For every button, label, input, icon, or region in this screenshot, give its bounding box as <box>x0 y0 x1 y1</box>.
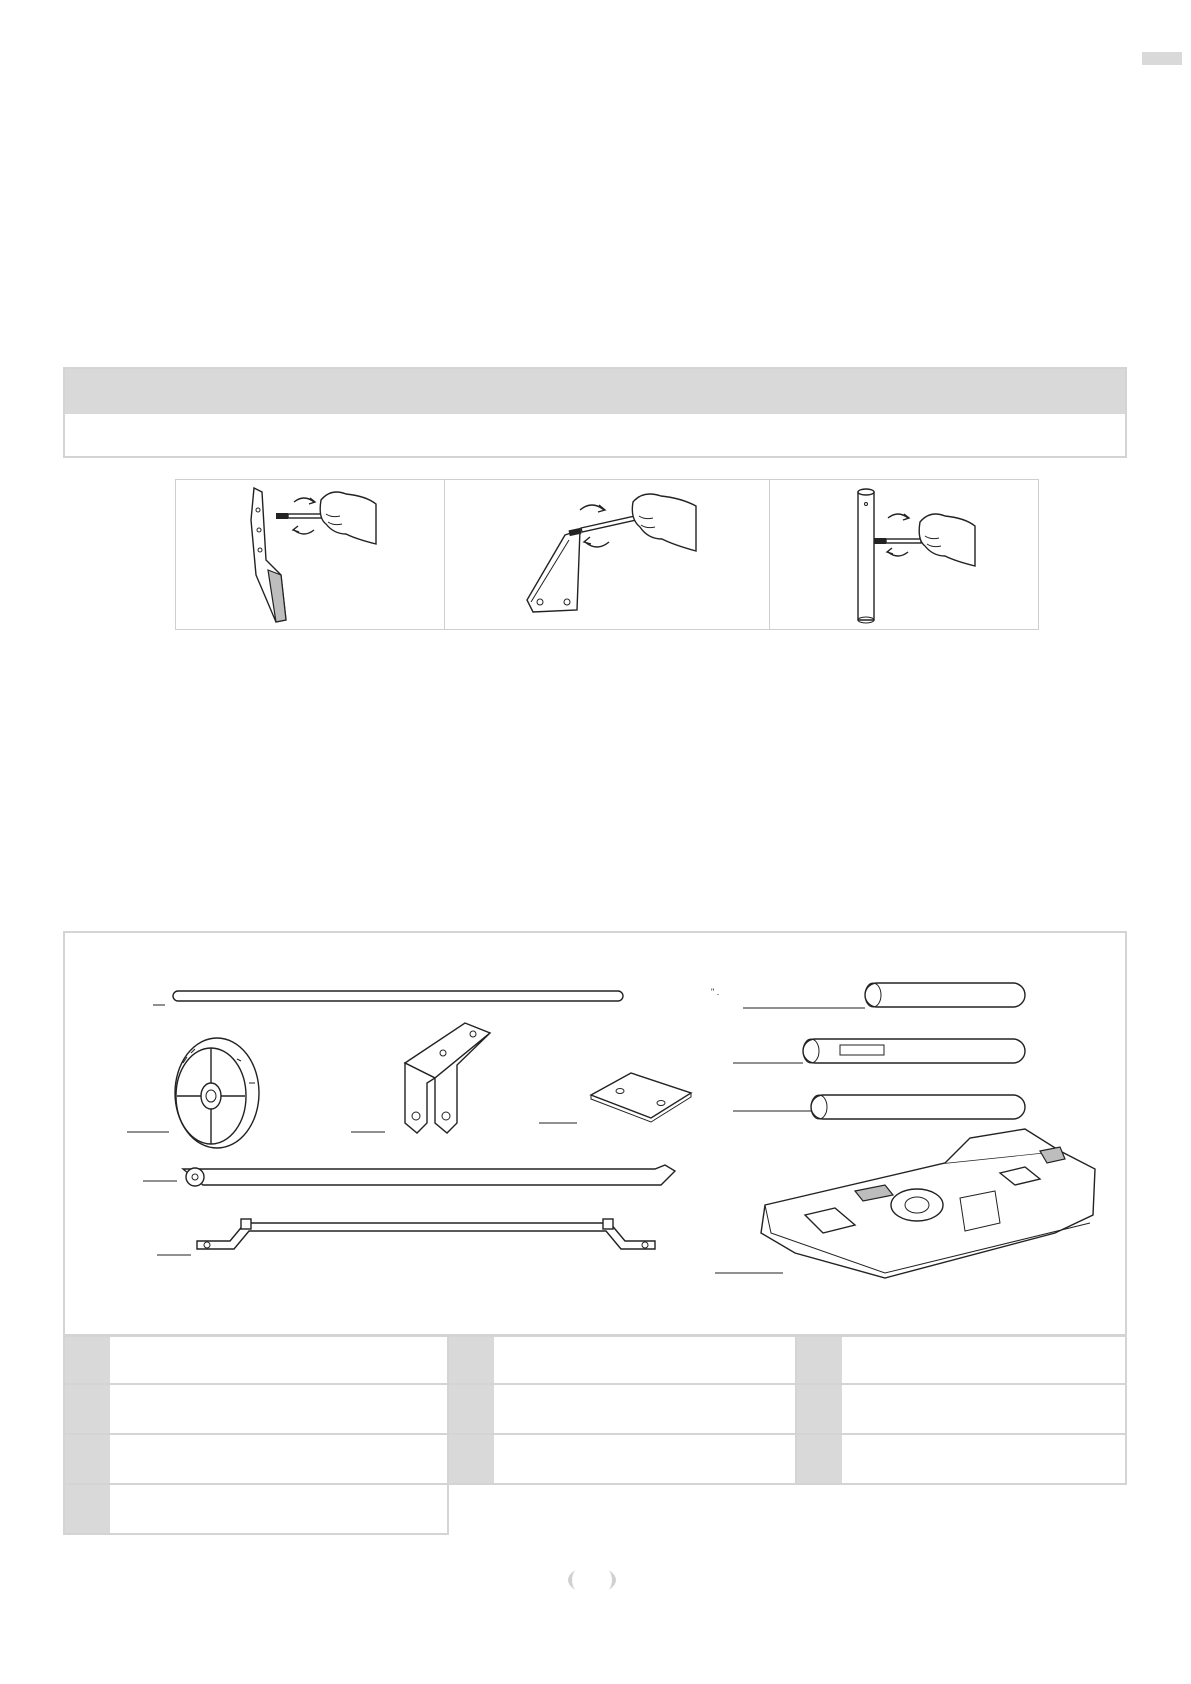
parts-cell <box>63 1335 449 1385</box>
part-description <box>110 1435 447 1483</box>
bracket-bolt-illustration <box>176 480 446 631</box>
parts-illustration <box>63 931 1127 1336</box>
part-description <box>842 1337 1125 1383</box>
step-illustration-plate <box>445 480 769 629</box>
wheel <box>127 1038 259 1148</box>
parts-cell <box>449 1385 797 1435</box>
lower-tube <box>733 1095 1025 1119</box>
part-description <box>842 1385 1125 1433</box>
parts-cell <box>797 1385 1127 1435</box>
part-key <box>449 1435 494 1483</box>
part-description <box>842 1435 1125 1483</box>
part-key <box>449 1337 494 1383</box>
support-bar <box>157 1219 655 1255</box>
part-description <box>110 1337 447 1383</box>
part-key <box>449 1385 494 1433</box>
parts-cell <box>449 1335 797 1385</box>
long-rod <box>153 991 623 1005</box>
part-key <box>797 1385 842 1433</box>
stray-marks: " . <box>711 987 720 997</box>
parts-cell <box>449 1435 797 1485</box>
parts-row <box>63 1335 1127 1385</box>
middle-tube <box>733 1039 1025 1063</box>
part-key <box>797 1337 842 1383</box>
part-description <box>494 1337 795 1383</box>
part-key <box>65 1435 110 1483</box>
part-description <box>110 1485 447 1533</box>
base-unit <box>715 1129 1095 1278</box>
parts-cell <box>797 1435 1127 1485</box>
parts-cell <box>63 1485 449 1535</box>
assembly-steps <box>175 479 1039 630</box>
parts-cell <box>63 1435 449 1485</box>
step-illustration-bracket <box>176 480 445 629</box>
parts-row <box>63 1385 1127 1435</box>
step-illustration-tube <box>770 480 1038 629</box>
parts-row <box>63 1485 1127 1535</box>
parts-drawing <box>65 933 1129 1338</box>
notice-body <box>65 414 1125 458</box>
notice-box <box>63 367 1127 458</box>
part-description <box>110 1385 447 1433</box>
bracket <box>351 1023 490 1133</box>
part-description <box>494 1435 795 1483</box>
axle-bar <box>143 1165 675 1186</box>
part-key <box>65 1385 110 1433</box>
upper-tube <box>711 983 1025 1008</box>
parts-cell <box>63 1385 449 1435</box>
part-key <box>65 1337 110 1383</box>
language-tab <box>1142 52 1182 65</box>
parts-list <box>63 1335 1127 1535</box>
base-plate <box>539 1073 691 1123</box>
part-key <box>797 1435 842 1483</box>
part-description <box>494 1385 795 1433</box>
tube-bolt-illustration <box>770 480 1039 631</box>
part-key <box>65 1485 110 1533</box>
page-number <box>553 1567 631 1593</box>
plate-bolt-illustration <box>445 480 770 631</box>
parts-row <box>63 1435 1127 1485</box>
parts-cell <box>797 1335 1127 1385</box>
notice-heading <box>65 369 1125 414</box>
page-number-ornament-icon <box>553 1567 631 1593</box>
